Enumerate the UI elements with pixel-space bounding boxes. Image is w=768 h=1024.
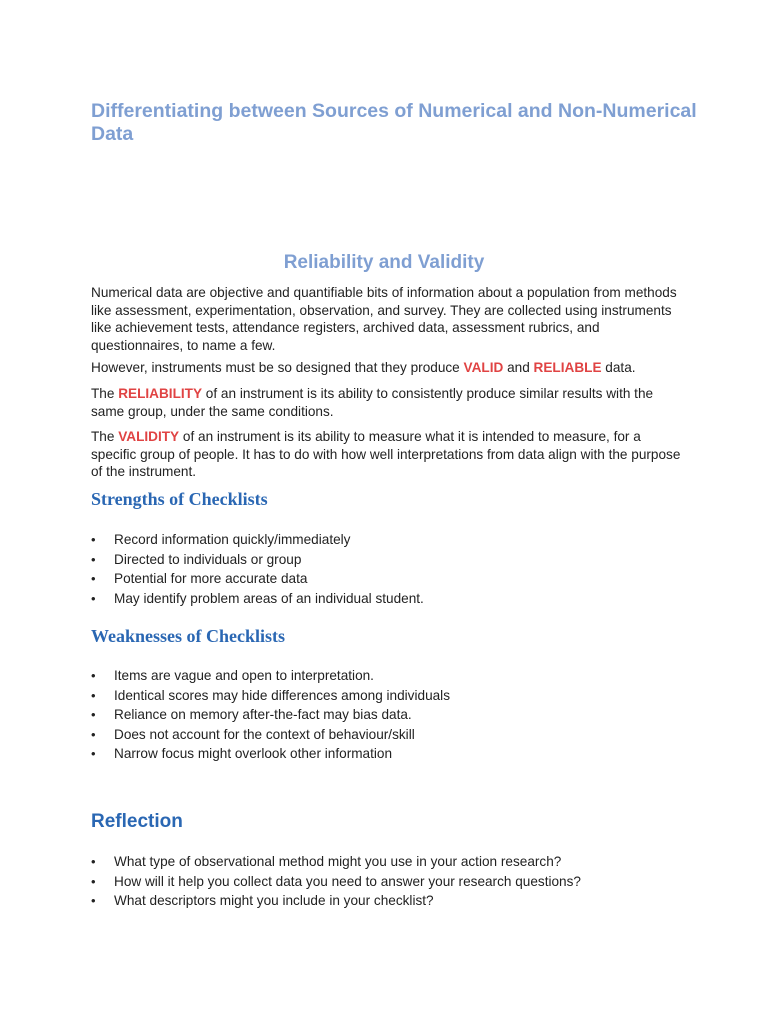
list-item-text: What descriptors might you include in your checklist? [114,893,434,909]
list-item [91,530,691,550]
list-item [91,891,691,911]
paragraph-text: and [503,360,534,375]
list-item-text: Narrow focus might overlook other information [114,746,393,762]
bullet-icon: • [91,571,96,587]
bullet-icon: • [91,873,96,889]
paragraph-validity [91,428,681,481]
list-item [91,705,691,725]
paragraph-text: However, instruments must be so designed that they produce [91,360,464,375]
list-item [91,666,691,686]
bullet-icon: • [91,726,96,742]
list-item-text: What type of observational method might you use in your action research? [114,854,562,869]
bullet-icon: • [91,687,96,703]
list-item-text: How will it help you collect data you need to answer your research questions? [114,873,581,889]
list-item-text: May identify problem areas of an individual student. [114,590,424,606]
list-item [91,872,691,892]
paragraph-numerical-data: Numerical data are objective and quantifiable bits of information about a population from methods like assessment, experimentation, observation, and survey. They are collected using instruments like achievement tests, attendance registers, archived data, assessment rubrics, and questionnaires, to name a few. [91,285,677,353]
weaknesses-list [91,666,691,764]
list-item [91,744,691,764]
list-item [91,852,691,872]
list-item-text: Identical scores may hide differences among individuals [114,687,451,703]
strengths-list [91,530,691,608]
reliability-emphasis: RELIABILITY [118,386,203,401]
reflection-heading: Reflection [91,811,183,832]
reflection-list [91,852,691,911]
weaknesses-heading: Weaknesses of Checklists [91,626,286,646]
list-item-text: Record information quickly/immediately [114,532,351,547]
bullet-icon: • [91,893,96,909]
paragraph-reliability [91,385,681,420]
reliable-emphasis: RELIABLE [533,360,602,375]
strengths-heading: Strengths of Checklists [91,489,268,509]
bullet-icon: • [91,854,96,869]
list-item [91,725,691,745]
bullet-icon: • [91,707,96,723]
paragraph-text: The [91,429,119,444]
paragraph-text: of an instrument is its ability to consistently produce similar results with the same group, under the same conditions. [91,386,654,419]
list-item [91,589,691,609]
list-item-text: Directed to individuals or group [114,551,302,567]
validity-emphasis: VALIDITY [118,429,180,444]
paragraph-text: of an instrument is its ability to measure what it is intended to measure, for a specific group of people. It has to do with how well interpretations from data align with the purpose of the instrument. [91,429,681,479]
bullet-icon: • [91,590,96,606]
list-item-text: Does not account for the context of behaviour/skill [114,726,415,742]
list-item [91,686,691,706]
list-item-text: Reliance on memory after-the-fact may bias data. [114,707,412,723]
section-title-reliability-validity: Reliability and Validity [283,252,485,273]
paragraph-text: The [91,386,119,401]
valid-emphasis: VALID [463,360,504,375]
paragraph-valid-reliable [91,359,681,377]
paragraph-text: data. [601,360,636,375]
bullet-icon: • [91,551,96,567]
list-item [91,569,691,589]
list-item-text: Potential for more accurate data [114,571,308,587]
list-item-text: Items are vague and open to interpretation. [114,668,374,683]
bullet-icon: • [91,532,96,547]
bullet-icon: • [91,746,96,762]
bullet-icon: • [91,668,96,683]
list-item [91,550,691,570]
document-title: Differentiating between Sources of Numerical and Non-Numerical Data [91,100,697,145]
